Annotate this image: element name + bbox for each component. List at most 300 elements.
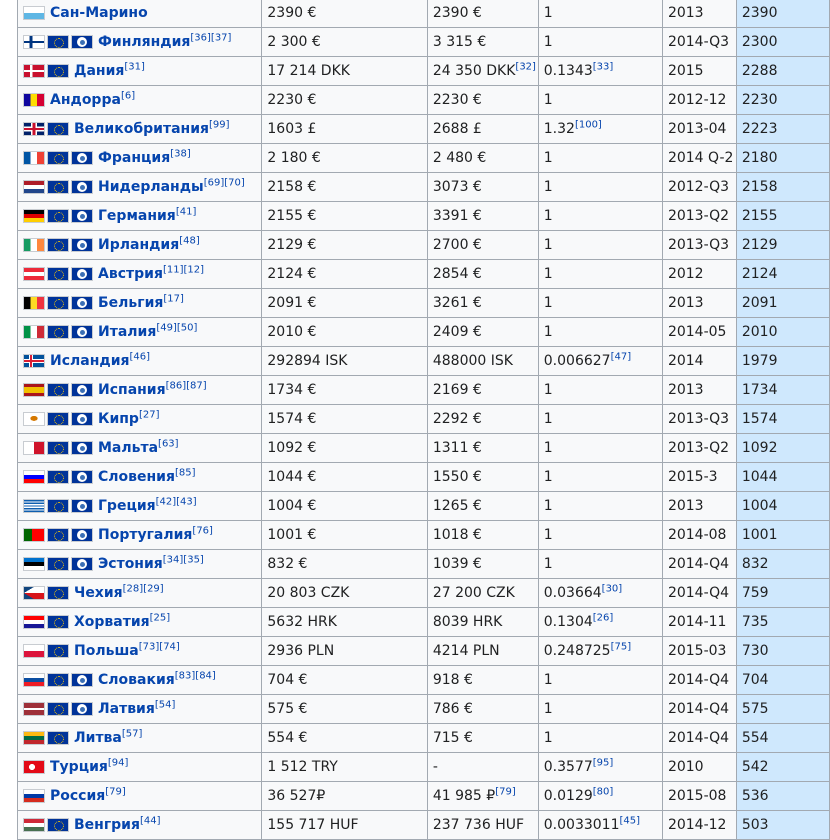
period: 2013-Q2: [667, 208, 730, 224]
table-row: [18, 492, 830, 521]
net-salary-cell: [262, 289, 427, 318]
euro-symbol-icon: [71, 180, 93, 194]
gross-salary-ref[interactable]: [32]: [515, 61, 536, 73]
country-link[interactable]: Эстония: [98, 556, 163, 572]
country-link[interactable]: Германия: [98, 208, 176, 224]
net-salary-cell: [262, 28, 427, 57]
table-row: [18, 782, 830, 811]
gross-salary-cell: [427, 173, 538, 202]
gross-salary-cell: [427, 289, 538, 318]
country-refs[interactable]: [6]: [120, 90, 136, 102]
gross-salary: 2292 €: [432, 411, 482, 427]
table-row: [18, 695, 830, 724]
flag-icon: [23, 702, 45, 716]
country-refs[interactable]: [44]: [139, 815, 161, 827]
exchange-rate: 1: [543, 266, 553, 282]
euro-value: 759: [741, 585, 769, 601]
euro-value-cell: [736, 608, 829, 637]
net-salary-cell: [262, 202, 427, 231]
exchange-rate-cell: [538, 637, 662, 666]
table-row: [18, 753, 830, 782]
country-refs[interactable]: [49][50]: [156, 322, 198, 334]
euro-value-cell: [736, 144, 829, 173]
country-refs[interactable]: [54]: [154, 699, 176, 711]
country-link[interactable]: Турция: [50, 759, 108, 775]
exchange-rate-cell: [538, 666, 662, 695]
gross-salary-cell: [427, 811, 538, 840]
period-cell: [662, 231, 736, 260]
country-refs[interactable]: [27]: [138, 409, 160, 421]
net-salary: 20 803 CZK: [267, 585, 350, 601]
period-cell: [662, 608, 736, 637]
country-link[interactable]: Ирландия: [98, 237, 180, 253]
table-row: [18, 434, 830, 463]
period: 2015-08: [667, 788, 727, 804]
gross-salary-cell: [427, 695, 538, 724]
country-refs[interactable]: [85]: [174, 467, 196, 479]
euro-value: 2010: [741, 324, 778, 340]
net-salary-cell: [262, 753, 427, 782]
net-salary-cell: [262, 550, 427, 579]
country-link[interactable]: Литва: [74, 730, 122, 746]
euro-value-cell: [736, 260, 829, 289]
period-cell: [662, 492, 736, 521]
table-row: [18, 608, 830, 637]
exchange-rate: 1: [543, 498, 553, 514]
table-row: [18, 376, 830, 405]
exchange-rate: 0.1343: [543, 63, 593, 79]
salary-table-body: [18, 0, 830, 840]
country-link[interactable]: Венгрия: [74, 817, 140, 833]
country-link[interactable]: Финляндия: [98, 34, 191, 50]
period: 2013: [667, 382, 704, 398]
euro-symbol-icon: [71, 441, 93, 455]
exchange-rate: 1: [543, 469, 553, 485]
eu-flag-icon: [47, 615, 69, 629]
period-cell: [662, 637, 736, 666]
gross-salary: 237 736 HUF: [432, 817, 525, 833]
country-cell: [18, 57, 262, 86]
period-cell: [662, 144, 736, 173]
period: 2013-Q2: [667, 440, 730, 456]
net-salary: 292894 ISK: [267, 353, 348, 369]
net-salary: 2010 €: [267, 324, 317, 340]
net-salary: 1734 €: [267, 382, 317, 398]
eu-flag-icon: [47, 209, 69, 223]
euro-value-cell: [736, 57, 829, 86]
country-cell: [18, 260, 262, 289]
country-link[interactable]: Нидерланды: [98, 179, 204, 195]
country-link[interactable]: Греция: [98, 498, 156, 514]
country-refs[interactable]: [46]: [129, 351, 151, 363]
country-refs[interactable]: [69][70]: [203, 177, 245, 189]
net-salary: 832 €: [267, 556, 308, 572]
gross-salary: 3 315 €: [432, 34, 487, 50]
period: 2012: [667, 266, 704, 282]
euro-value: 1734: [741, 382, 778, 398]
period-cell: [662, 202, 736, 231]
flag-icon: [23, 586, 45, 600]
euro-value-cell: [736, 753, 829, 782]
country-link[interactable]: Латвия: [98, 701, 155, 717]
country-refs[interactable]: [41]: [175, 206, 197, 218]
net-salary-cell: [262, 173, 427, 202]
period: 2013: [667, 498, 704, 514]
exchange-rate-ref[interactable]: [33]: [592, 61, 614, 73]
net-salary: 2091 €: [267, 295, 317, 311]
flag-icon: [23, 673, 45, 687]
exchange-rate-cell: [538, 405, 662, 434]
country-refs[interactable]: [31]: [124, 61, 145, 73]
country-link[interactable]: Великобритания: [74, 121, 209, 137]
table-row: [18, 202, 830, 231]
gross-salary-cell: [427, 521, 538, 550]
country-cell: [18, 202, 262, 231]
net-salary-cell: [262, 637, 427, 666]
gross-salary-cell: [427, 0, 538, 28]
country-refs[interactable]: [17]: [163, 293, 184, 305]
flag-icon: [23, 151, 45, 165]
table-row: [18, 579, 830, 608]
exchange-rate: 1: [543, 92, 553, 108]
euro-value: 2230: [741, 92, 778, 108]
exchange-rate: 1: [543, 382, 553, 398]
exchange-rate-cell: [538, 173, 662, 202]
exchange-rate-cell: [538, 57, 662, 86]
exchange-rate-cell: [538, 724, 662, 753]
country-refs[interactable]: [34][35]: [162, 554, 204, 566]
country-link[interactable]: Словения: [98, 469, 175, 485]
country-refs[interactable]: [99]: [209, 119, 230, 131]
exchange-rate-cell: [538, 434, 662, 463]
gross-salary-cell: [427, 115, 538, 144]
euro-symbol-icon: [71, 35, 93, 49]
net-salary: 155 717 HUF: [267, 817, 359, 833]
euro-value-cell: [736, 521, 829, 550]
exchange-rate: 0.0033011: [543, 817, 620, 833]
period-cell: [662, 521, 736, 550]
country-cell: [18, 550, 262, 579]
exchange-rate-cell: [538, 492, 662, 521]
country-link[interactable]: Италия: [98, 324, 157, 340]
net-salary: 2124 €: [267, 266, 317, 282]
country-refs[interactable]: [57]: [121, 728, 143, 740]
country-cell: [18, 0, 262, 28]
table-row: [18, 811, 830, 840]
euro-value: 2091: [741, 295, 778, 311]
exchange-rate-cell: [538, 579, 662, 608]
exchange-rate-ref[interactable]: [26]: [592, 612, 614, 624]
exchange-rate: 0.03664: [543, 585, 602, 601]
flag-icon: [23, 267, 45, 281]
country-link[interactable]: Исландия: [50, 353, 130, 369]
period: 2014: [667, 353, 704, 369]
period-cell: [662, 0, 736, 28]
country-refs[interactable]: [63]: [158, 438, 179, 450]
period-cell: [662, 463, 736, 492]
period-cell: [662, 579, 736, 608]
country-link[interactable]: Португалия: [98, 527, 193, 543]
period: 2014-05: [667, 324, 727, 340]
country-cell: [18, 463, 262, 492]
country-refs[interactable]: [94]: [107, 757, 129, 769]
euro-symbol-icon: [71, 557, 93, 571]
period: 2015-3: [667, 469, 718, 485]
net-salary: 1 512 TRY: [267, 759, 338, 775]
exchange-rate: 0.0129: [543, 788, 593, 804]
exchange-rate-cell: [538, 231, 662, 260]
euro-value: 2390: [741, 5, 778, 21]
net-salary-cell: [262, 521, 427, 550]
net-salary: 1574 €: [267, 411, 317, 427]
table-row: [18, 173, 830, 202]
country-cell: [18, 666, 262, 695]
country-link[interactable]: Чехия: [74, 585, 123, 601]
euro-symbol-icon: [71, 209, 93, 223]
gross-salary-cell: [427, 202, 538, 231]
eu-flag-icon: [47, 673, 69, 687]
country-cell: [18, 724, 262, 753]
exchange-rate-cell: [538, 608, 662, 637]
country-link[interactable]: Австрия: [98, 266, 163, 282]
gross-salary: 4214 PLN: [432, 643, 500, 659]
period: 2012-12: [667, 92, 727, 108]
gross-salary: 2700 €: [432, 237, 482, 253]
country-link[interactable]: Бельгия: [98, 295, 164, 311]
flag-icon: [23, 238, 45, 252]
gross-salary-cell: [427, 724, 538, 753]
country-link[interactable]: Сан-Марино: [50, 5, 148, 21]
net-salary-cell: [262, 434, 427, 463]
net-salary-cell: [262, 782, 427, 811]
country-link[interactable]: Андорра: [50, 92, 121, 108]
euro-value-cell: [736, 811, 829, 840]
flag-icon: [23, 180, 45, 194]
euro-symbol-icon: [71, 412, 93, 426]
flag-icon: [23, 499, 45, 513]
exchange-rate: 1.32: [543, 121, 575, 137]
country-refs[interactable]: [42][43]: [155, 496, 197, 508]
gross-salary: 2 480 €: [432, 150, 487, 166]
exchange-rate-cell: [538, 347, 662, 376]
table-row: [18, 144, 830, 173]
country-refs[interactable]: [73][74]: [138, 641, 180, 653]
net-salary: 704 €: [267, 672, 308, 688]
euro-symbol-icon: [71, 267, 93, 281]
eu-flag-icon: [47, 64, 69, 78]
gross-salary-cell: [427, 782, 538, 811]
period: 2014 Q-2: [667, 150, 734, 166]
country-cell: [18, 405, 262, 434]
gross-salary: 27 200 CZK: [432, 585, 515, 601]
period: 2013-04: [667, 121, 727, 137]
eu-flag-icon: [47, 470, 69, 484]
gross-salary-cell: [427, 637, 538, 666]
gross-salary-cell: [427, 666, 538, 695]
net-salary-cell: [262, 347, 427, 376]
exchange-rate-cell: [538, 260, 662, 289]
period: 2014-08: [667, 527, 727, 543]
eu-flag-icon: [47, 818, 69, 832]
table-row: [18, 231, 830, 260]
exchange-rate-ref[interactable]: [100]: [574, 119, 602, 131]
euro-value: 832: [741, 556, 769, 572]
net-salary-cell: [262, 811, 427, 840]
euro-value: 2158: [741, 179, 778, 195]
table-row: [18, 289, 830, 318]
table-row: [18, 86, 830, 115]
country-cell: [18, 637, 262, 666]
country-refs[interactable]: [83][84]: [174, 670, 216, 682]
country-refs[interactable]: [36][37]: [190, 32, 232, 44]
exchange-rate-ref[interactable]: [30]: [601, 583, 623, 595]
period-cell: [662, 86, 736, 115]
country-cell: [18, 434, 262, 463]
country-link[interactable]: Словакия: [98, 672, 175, 688]
flag-icon: [23, 528, 45, 542]
country-refs[interactable]: [25]: [149, 612, 171, 624]
gross-salary-cell: [427, 608, 538, 637]
euro-value-cell: [736, 550, 829, 579]
country-link[interactable]: Кипр: [98, 411, 139, 427]
net-salary: 575 €: [267, 701, 308, 717]
gross-salary-cell: [427, 57, 538, 86]
gross-salary: 2854 €: [432, 266, 482, 282]
exchange-rate: 1: [543, 179, 553, 195]
flag-icon: [23, 35, 45, 49]
gross-salary-cell: [427, 434, 538, 463]
country-refs[interactable]: [76]: [192, 525, 213, 537]
country-link[interactable]: Россия: [50, 788, 106, 804]
flag-icon: [23, 209, 45, 223]
gross-salary-cell: [427, 347, 538, 376]
country-refs[interactable]: [38]: [170, 148, 191, 160]
flag-icon: [23, 93, 45, 107]
exchange-rate: 1: [543, 411, 553, 427]
euro-symbol-icon: [71, 528, 93, 542]
country-cell: [18, 608, 262, 637]
euro-value: 2223: [741, 121, 778, 137]
country-cell: [18, 115, 262, 144]
net-salary: 1004 €: [267, 498, 317, 514]
flag-icon: [23, 644, 45, 658]
period-cell: [662, 115, 736, 144]
table-row: [18, 57, 830, 86]
net-salary: 2129 €: [267, 237, 317, 253]
gross-salary: 1018 €: [432, 527, 482, 543]
country-refs[interactable]: [11][12]: [162, 264, 204, 276]
eu-flag-icon: [47, 180, 69, 194]
gross-salary: 1550 €: [432, 469, 482, 485]
euro-value: 2180: [741, 150, 778, 166]
euro-value-cell: [736, 782, 829, 811]
gross-salary-cell: [427, 405, 538, 434]
country-link[interactable]: Дания: [74, 63, 125, 79]
euro-value-cell: [736, 318, 829, 347]
net-salary: 2936 PLN: [267, 643, 335, 659]
gross-salary: 2390 €: [432, 5, 482, 21]
exchange-rate-ref[interactable]: [80]: [592, 786, 614, 798]
net-salary-cell: [262, 57, 427, 86]
euro-value-cell: [736, 202, 829, 231]
gross-salary-cell: [427, 463, 538, 492]
gross-salary: 3391 €: [432, 208, 482, 224]
period: 2015: [667, 63, 704, 79]
exchange-rate: 1: [543, 701, 553, 717]
flag-icon: [23, 789, 45, 803]
net-salary-cell: [262, 318, 427, 347]
flag-icon: [23, 441, 45, 455]
net-salary-cell: [262, 0, 427, 28]
period-cell: [662, 724, 736, 753]
euro-value-cell: [736, 86, 829, 115]
period: 2013: [667, 5, 704, 21]
exchange-rate-ref[interactable]: [47]: [610, 351, 632, 363]
country-cell: [18, 347, 262, 376]
exchange-rate: 1: [543, 5, 553, 21]
table-row: [18, 521, 830, 550]
eu-flag-icon: [47, 644, 69, 658]
euro-value-cell: [736, 492, 829, 521]
salary-table: [17, 0, 830, 840]
table-row: [18, 0, 830, 28]
euro-symbol-icon: [71, 702, 93, 716]
gross-salary: 3261 €: [432, 295, 482, 311]
country-cell: [18, 28, 262, 57]
eu-flag-icon: [47, 383, 69, 397]
exchange-rate-ref[interactable]: [45]: [619, 815, 641, 827]
country-refs[interactable]: [79]: [105, 786, 126, 798]
euro-value: 554: [741, 730, 769, 746]
country-link[interactable]: Франция: [98, 150, 171, 166]
country-cell: [18, 811, 262, 840]
country-link[interactable]: Мальта: [98, 440, 159, 456]
gross-salary-cell: [427, 376, 538, 405]
gross-salary-ref[interactable]: [79]: [495, 786, 516, 798]
country-link[interactable]: Польша: [74, 643, 139, 659]
euro-symbol-icon: [71, 296, 93, 310]
country-refs[interactable]: [28][29]: [122, 583, 164, 595]
euro-value-cell: [736, 0, 829, 28]
country-link[interactable]: Хорватия: [74, 614, 150, 630]
exchange-rate-ref[interactable]: [75]: [610, 641, 632, 653]
country-link[interactable]: Испания: [98, 382, 166, 398]
net-salary-cell: [262, 405, 427, 434]
net-salary: 1092 €: [267, 440, 317, 456]
net-salary: 2230 €: [267, 92, 317, 108]
period: 2014-Q4: [667, 730, 730, 746]
eu-flag-icon: [47, 325, 69, 339]
exchange-rate-ref[interactable]: [95]: [592, 757, 614, 769]
eu-flag-icon: [47, 238, 69, 252]
country-refs[interactable]: [86][87]: [165, 380, 207, 392]
country-cell: [18, 144, 262, 173]
flag-icon: [23, 296, 45, 310]
period-cell: [662, 666, 736, 695]
euro-symbol-icon: [71, 151, 93, 165]
exchange-rate: 1: [543, 730, 553, 746]
table-row: [18, 637, 830, 666]
eu-flag-icon: [47, 557, 69, 571]
period-cell: [662, 695, 736, 724]
exchange-rate-cell: [538, 202, 662, 231]
country-refs[interactable]: [48]: [179, 235, 200, 247]
table-row: [18, 463, 830, 492]
eu-flag-icon: [47, 731, 69, 745]
period-cell: [662, 57, 736, 86]
euro-symbol-icon: [71, 383, 93, 397]
eu-flag-icon: [47, 296, 69, 310]
